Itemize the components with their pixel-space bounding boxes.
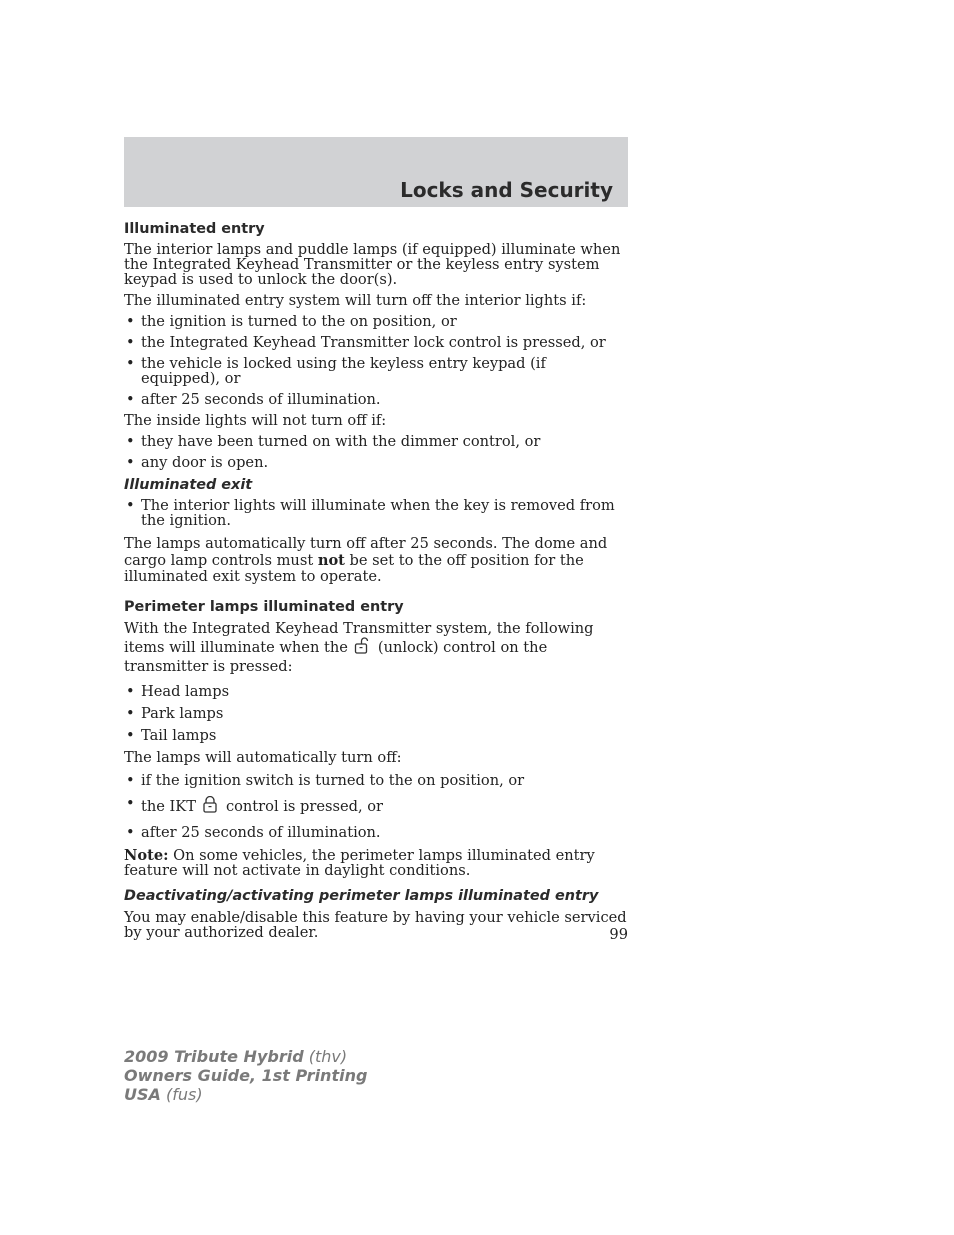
bullet-list [124, 773, 629, 840]
list-item: • after 25 seconds of illumination. [124, 392, 629, 407]
footer-line [124, 1066, 367, 1085]
paragraph: The illuminated entry system will turn off the interior lights if: [124, 292, 587, 309]
section-header-band [124, 137, 628, 207]
list-item: • Tail lamps [124, 728, 629, 743]
text-run: On some vehicles, the perimeter lamps illuminated entry feature will not activate in daylight conditions. [124, 847, 595, 879]
footer-market-code: (fus) [160, 1085, 203, 1104]
list-item: • the ignition is turned to the on position, or [124, 314, 629, 329]
list-item [124, 796, 629, 816]
paragraph [124, 621, 629, 676]
list-item: • any door is open. [124, 455, 629, 470]
heading-perimeter-lamps: Perimeter lamps illuminated entry [124, 598, 404, 615]
text-run: control is pressed, or [225, 798, 383, 815]
footer-market: USA [124, 1085, 161, 1104]
text-run: (unlock) control on the transmitter is pressed: [124, 639, 548, 675]
list-item: • The interior lights will illuminate when the key is removed from the ignition. [124, 498, 629, 528]
bullet-list [124, 498, 629, 528]
list-item: • they have been turned on with the dimmer control, or [124, 434, 629, 449]
text-run: the IKT [141, 798, 196, 815]
note-paragraph [124, 848, 629, 878]
section-title: Locks and Security [400, 178, 613, 202]
footer-code: (thv) [303, 1047, 348, 1066]
page-content [124, 220, 629, 946]
heading-illuminated-entry: Illuminated entry [124, 221, 265, 237]
footer-line [124, 1047, 367, 1066]
footer-edition-info [124, 1047, 367, 1104]
paragraph [124, 536, 629, 586]
footer-printing: Owners Guide, 1st Printing [124, 1066, 368, 1085]
text-run: With the Integrated Keyhead Transmitter system, the following items will illuminate when the [124, 619, 594, 656]
paragraph: The lamps will automatically turn off: [124, 749, 402, 766]
footer-line [124, 1085, 367, 1104]
page-number: 99 [609, 926, 628, 943]
heading-illuminated-exit: Illuminated exit [124, 477, 253, 493]
list-item: • the Integrated Keyhead Transmitter lock control is pressed, or [124, 335, 629, 350]
unlock-padlock-icon [354, 637, 370, 659]
list-item: • after 25 seconds of illumination. [124, 825, 629, 840]
emphasis-not: not [317, 551, 345, 569]
note-label: Note: [124, 847, 169, 864]
paragraph: The interior lamps and puddle lamps (if equipped) illuminate when the Integrated Keyhead Transmitter or the keyless entry system keypad is used to unlock the door(s). [124, 241, 621, 288]
bullet-list [124, 684, 629, 743]
text-run: be set to the off position for the illuminated exit system to operate. [124, 551, 584, 585]
paragraph: You may enable/disable this feature by having your vehicle serviced by your authorized dealer. [124, 909, 627, 941]
list-item: • Park lamps [124, 706, 629, 721]
footer-model: 2009 Tribute Hybrid [124, 1047, 304, 1066]
text-run: The lamps automatically turn off after 25 seconds. The dome and cargo lamp controls must [124, 535, 608, 569]
bullet-list [124, 314, 629, 407]
heading-deactivating: Deactivating/activating perimeter lamps illuminated entry [124, 888, 599, 904]
list-item: • Head lamps [124, 684, 629, 699]
lock-padlock-icon [202, 796, 218, 816]
list-item: • the vehicle is locked using the keyless entry keypad (if equipped), or [124, 356, 629, 386]
paragraph: The inside lights will not turn off if: [124, 412, 387, 429]
bullet-list [124, 434, 629, 470]
list-item: • if the ignition switch is turned to the on position, or [124, 773, 629, 788]
